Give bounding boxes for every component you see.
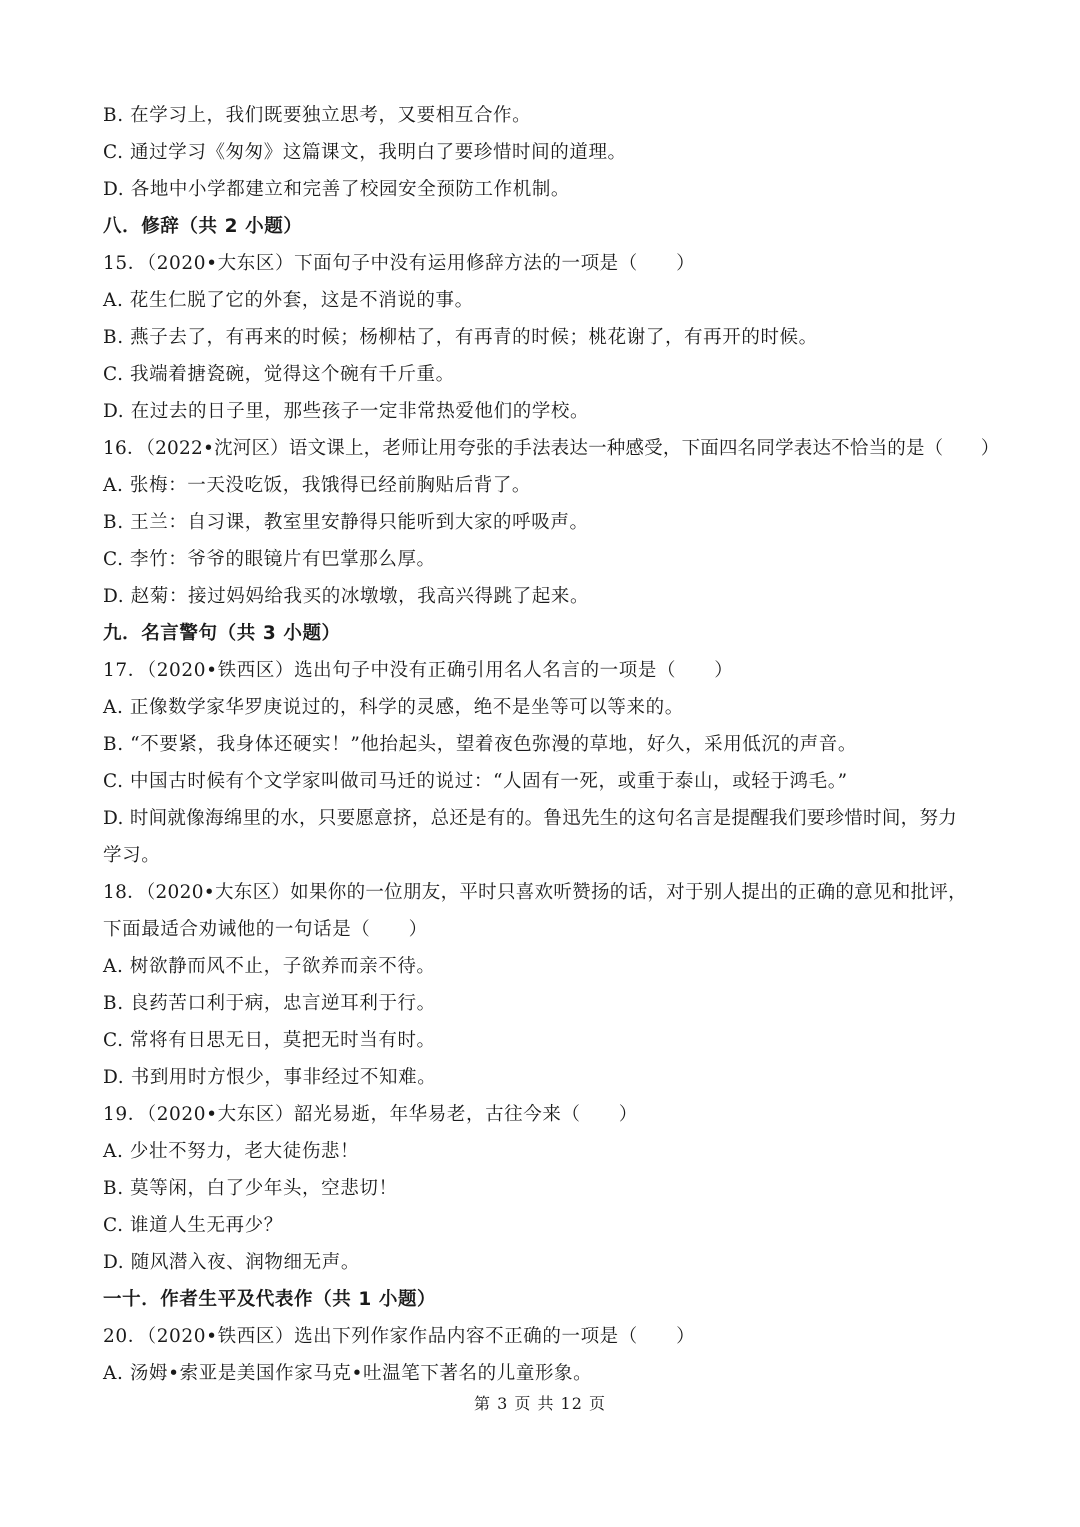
option-line: D. 时间就像海绵里的水，只要愿意挤，总还是有的。鲁迅先生的这句名言是提醒我们要珍惜时间，努力	[103, 808, 958, 829]
option-line: C. 我端着搪瓷碗，觉得这个碗有千斤重。	[103, 364, 455, 385]
question-line: 16．（2022•沈河区）语文课上，老师让用夸张的手法表达一种感受，下面四名同学表达不恰当的是（ ）	[103, 438, 1000, 459]
question-line: 下面最适合劝诫他的一句话是（ ）	[103, 919, 428, 940]
option-line: D. 在过去的日子里，那些孩子一定非常热爱他们的学校。	[103, 401, 590, 422]
option-line: D. 书到用时方恨少，事非经过不知难。	[103, 1067, 437, 1088]
option-line: B. 王兰：自习课，教室里安静得只能听到大家的呼吸声。	[103, 512, 589, 533]
page-number-footer: 第 3 页 共 12 页	[474, 1394, 606, 1413]
option-line: B. 莫等闲，白了少年头，空悲切！	[103, 1178, 398, 1199]
option-line: C. 通过学习《匆匆》这篇课文，我明白了要珍惜时间的道理。	[103, 142, 627, 163]
option-line: B. 在学习上，我们既要独立思考，又要相互合作。	[103, 105, 532, 126]
option-line: A. 汤姆•索亚是美国作家马克•吐温笔下著名的儿童形象。	[103, 1363, 593, 1384]
section-heading: 九．名言警句（共 3 小题）	[103, 623, 341, 644]
option-line: D. 随风潜入夜、润物细无声。	[103, 1252, 360, 1273]
option-line: A. 张梅：一天没吃饭，我饿得已经前胸贴后背了。	[103, 475, 532, 496]
option-line: A. 正像数学家华罗庚说过的，科学的灵感，绝不是坐等可以等来的。	[103, 697, 684, 718]
question-line: 19．（2020•大东区）韶光易逝，年华易老，古往今来（ ）	[103, 1104, 638, 1125]
option-line: C. 李竹：爷爷的眼镜片有巴掌那么厚。	[103, 549, 436, 570]
option-line: D. 各地中小学都建立和完善了校园安全预防工作机制。	[103, 179, 571, 200]
question-line: 20．（2020•铁西区）选出下列作家作品内容不正确的一项是（ ）	[103, 1326, 696, 1347]
question-line: 17．（2020•铁西区）选出句子中没有正确引用名人名言的一项是（ ）	[103, 660, 734, 681]
option-line: B. 良药苦口利于病，忠言逆耳利于行。	[103, 993, 436, 1014]
question-line: 18．（2020•大东区）如果你的一位朋友，平时只喜欢听赞扬的话，对于别人提出的正确的意见和批评，	[103, 882, 967, 903]
option-line: C. 中国古时候有个文学家叫做司马迁的说过：“人固有一死，或重于泰山，或轻于鸿毛。”	[103, 771, 848, 792]
option-line: A. 少壮不努力，老大徒伤悲！	[103, 1141, 360, 1162]
option-line: B. “不要紧，我身体还硬实！”他抬起头，望着夜色弥漫的草地，好久，采用低沉的声音。	[103, 734, 857, 755]
section-heading: 一十．作者生平及代表作（共 1 小题）	[103, 1289, 437, 1310]
option-line: A. 花生仁脱了它的外套，这是不消说的事。	[103, 290, 474, 311]
option-line: B. 燕子去了，有再来的时候；杨柳枯了，有再青的时候；桃花谢了，有再开的时候。	[103, 327, 818, 348]
option-line: D. 赵菊：接过妈妈给我买的冰墩墩，我高兴得跳了起来。	[103, 586, 590, 607]
option-line: 学习。	[103, 845, 161, 866]
section-heading: 八．修辞（共 2 小题）	[103, 216, 303, 237]
document-content	[103, 97, 1000, 1392]
option-line: C. 谁道人生无再少？	[103, 1215, 283, 1236]
option-line: C. 常将有日思无日，莫把无时当有时。	[103, 1030, 436, 1051]
question-line: 15．（2020•大东区）下面句子中没有运用修辞方法的一项是（ ）	[103, 253, 696, 274]
option-line: A. 树欲静而风不止，子欲养而亲不待。	[103, 956, 436, 977]
